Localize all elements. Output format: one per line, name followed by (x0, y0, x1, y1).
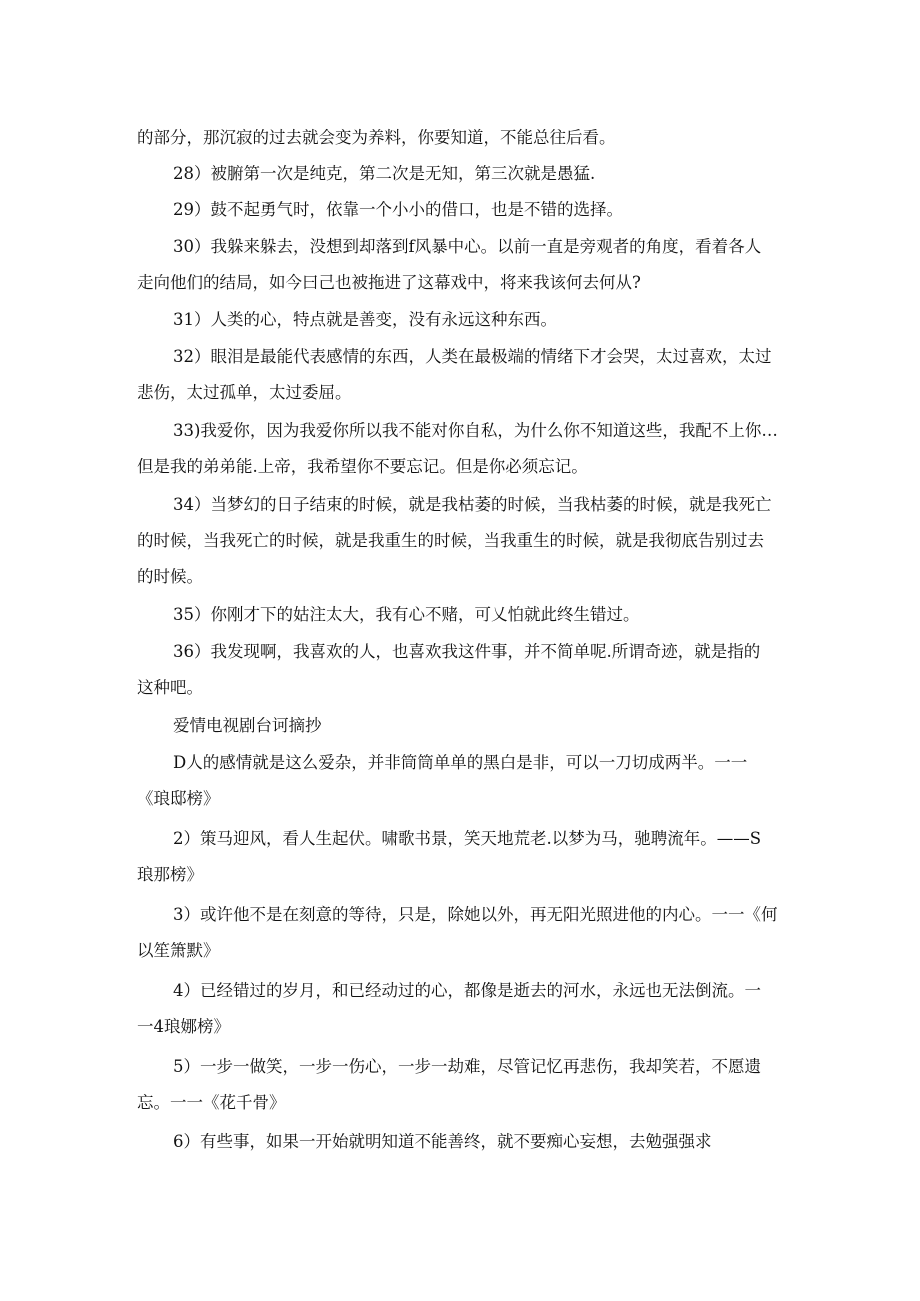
text-line: 一4琅娜榜》 (137, 1017, 230, 1036)
quote-item-4 (137, 973, 785, 1045)
text-line: 的时候。 (137, 567, 203, 586)
paragraph-item-30 (137, 229, 785, 301)
text-line: 34）当梦幻的日子结束的时候，就是我枯萎的时候，当我枯萎的时候，就是我死亡 (173, 495, 772, 514)
text-line: 以笙箫默》 (137, 941, 220, 960)
text-line: 这种吧。 (137, 678, 203, 697)
text-line: 29）鼓不起勇气时，依靠一个小小的借口，也是不错的选择。 (173, 200, 623, 219)
text-line: 33)我爱你，因为我爱你所以我不能对你自私，为什么你不知道这些，我配不上你… (173, 421, 778, 440)
quote-item-2 (137, 821, 785, 893)
paragraph-item-32 (137, 339, 785, 411)
paragraph-item-34 (137, 487, 785, 595)
text-line: 《琅邸榜》 (137, 789, 220, 808)
paragraph-item-36 (137, 634, 785, 706)
quote-item-6 (137, 1124, 785, 1160)
text-line: 琅那榜》 (137, 865, 203, 884)
paragraph-item-33 (137, 413, 785, 485)
text-line: 的时候，当我死亡的时候，就是我重生的时候，当我重生的时候，就是我彻底告别过去 (137, 531, 764, 550)
text-line: 28）被腑第一次是纯克，第二次是无知，第三次就是愚猛. (173, 164, 596, 183)
text-line: 31）人类的心，特点就是善变，没有永远这种东西。 (173, 310, 557, 329)
text-line: 忘。一一《花千骨》 (137, 1093, 286, 1112)
text-line: 3）或许他不是在刻意的等待，只是，除她以外，再无阳光照进他的内心。一一《何 (173, 905, 778, 924)
text-line: 走向他们的结局，如今曰己也被拖进了这幕戏中，将来我该何去何从? (137, 273, 641, 292)
paragraph-continued (137, 120, 785, 156)
text-line: 5）一步一做笑，一步一伤心，一步一劫难，尽管记忆再悲伤，我却笑若，不愿遗 (173, 1057, 761, 1076)
paragraph-item-28 (137, 156, 785, 192)
text-line: 悲伤，太过孤单，太过委屈。 (137, 383, 352, 402)
text-line: 30）我躲来躲去，没想到却落到f风暴中心。以前一直是旁观者的角度，看着各人 (173, 237, 762, 256)
section-heading-text: 爱情电视剧台诃摘抄 (173, 716, 322, 735)
text-line: 4）已经错过的岁月，和已经动过的心，都像是逝去的河水，永远也无法倒流。一 (173, 981, 761, 1000)
text-line: D人的感情就是这么爱杂，并非筒筒单单的黑白是非，可以一刀切成两半。一一 (173, 753, 748, 772)
text-line: 但是我的弟弟能.上帝，我希望你不要忘记。但是你必须忘记。 (137, 457, 588, 476)
text-line: 35）你刚才下的姑注太大，我有心不赌，可乂怕就此终生错过。 (173, 605, 640, 624)
text-line: 2）策马迎风，看人生起伏。啸歌书景，笑天地荒老.以梦为马，驰聘流年。——S (173, 829, 762, 848)
paragraph-item-35 (137, 597, 785, 633)
quote-item-5 (137, 1049, 785, 1121)
text-line: 6）有些事，如果一开始就明知道不能善终，就不要痴心妄想，去勉强强求 (173, 1132, 712, 1151)
text-line: 32）眼泪是最能代表感情的东西，人类在最极端的情绪下才会哭，太过喜欢，太过 (173, 347, 772, 366)
paragraph-item-31 (137, 302, 785, 338)
quote-item-3 (137, 897, 785, 969)
quote-item-1 (137, 745, 785, 817)
text-line: 36）我发现啊，我喜欢的人，也喜欢我这件事，并不简单呢.所谓奇迹，就是指的 (173, 642, 761, 661)
paragraph-item-29 (137, 192, 785, 228)
section-heading (137, 708, 785, 744)
text-line: 的部分，那沉寂的过去就会变为养料，你要知道，不能总往后看。 (137, 128, 616, 147)
